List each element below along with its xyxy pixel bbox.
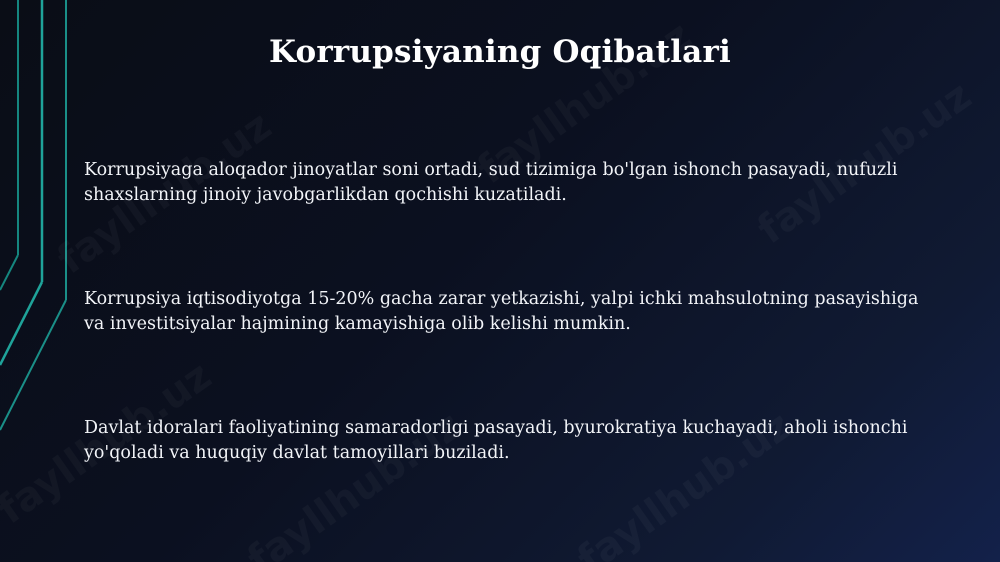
paragraph-3: Davlat idoralari faoliyatining samaradorligi pasayadi, byurokratiya kuchayadi, aholi ishonchi yo'qoladi va huquqiy davlat tamoyillari buziladi. xyxy=(84,418,908,463)
paragraph-2: Korrupsiya iqtisodiyotga 15-20% gacha zarar yetkazishi, yalpi ichki mahsulotning pasayishiga va investitsiyalar hajmining kamayishiga olib kelishi mumkin. xyxy=(84,289,919,334)
paragraph-1: Korrupsiyaga aloqador jinoyatlar soni ortadi, sud tizimiga bo'lgan ishonch pasayadi, nufuzli shaxslarning jinoiy javobgarlikdan qochishi kuzatiladi. xyxy=(84,160,898,205)
accent-line-3-diag xyxy=(0,300,66,430)
accent-line-1-diag xyxy=(0,255,18,290)
accent-line-2-diag xyxy=(0,282,42,365)
slide-title: Korrupsiyaning Oqibatlari xyxy=(269,34,731,70)
